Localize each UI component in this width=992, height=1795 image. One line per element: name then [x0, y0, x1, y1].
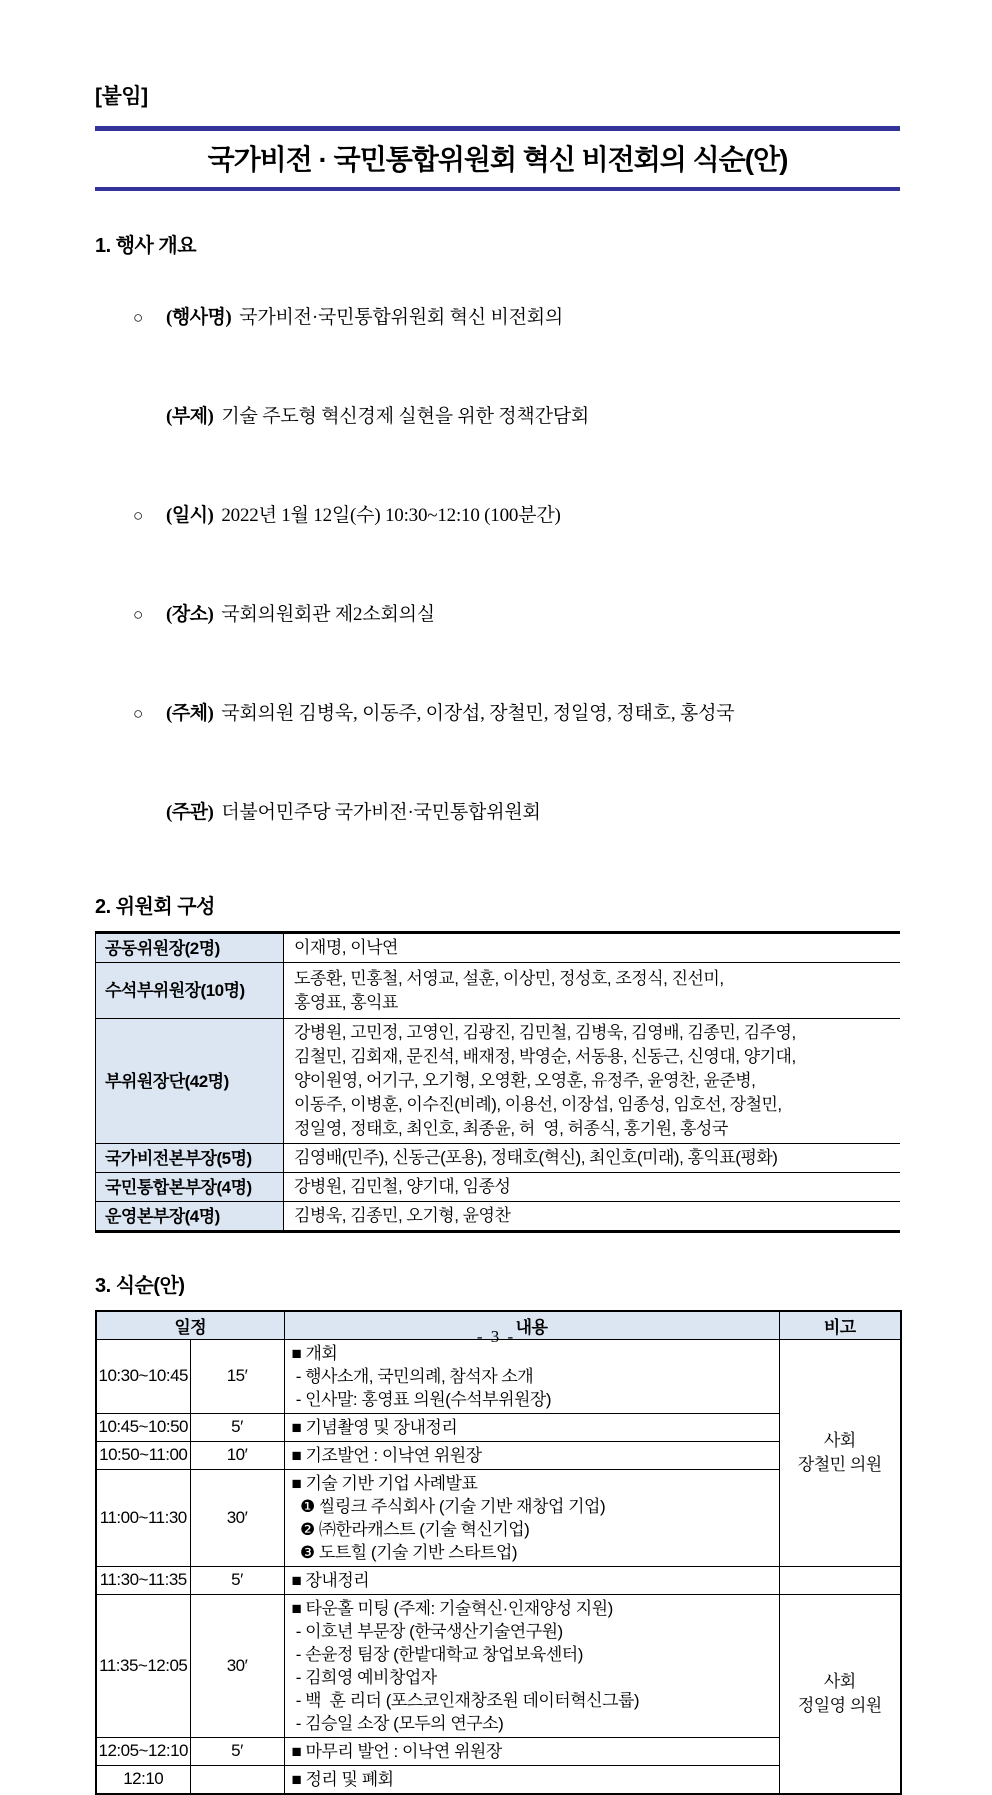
circle-bullet: ○ [133, 704, 144, 723]
time-cell: 11:35~12:05 [96, 1594, 190, 1737]
agenda-row [96, 1594, 901, 1737]
row-label: 국민통합본부장(4명) [96, 1173, 284, 1202]
duration-cell: 30′ [190, 1594, 284, 1737]
list-item-datetime [95, 466, 900, 565]
remark-cell-empty [779, 1566, 901, 1594]
page-title: 국가비전 · 국민통합위원회 혁신 비전회의 식순(안) [207, 144, 788, 175]
content-cell: ■ 기조발언 : 이낙연 위원장 [284, 1441, 779, 1469]
list-item-organizer [95, 763, 900, 862]
item-label: (행사명) [166, 307, 232, 328]
agenda-row [96, 1339, 901, 1413]
event-overview-list [95, 268, 900, 862]
duration-cell: 5′ [190, 1413, 284, 1441]
row-value: 이재명, 이낙연 [294, 938, 398, 957]
content-cell: ■ 개회 - 행사소개, 국민의례, 참석자 소개 - 인사말: 홍영표 의원(수석부위원장) [284, 1339, 779, 1413]
row-value: 강병원, 김민철, 양기대, 임종성 [284, 1173, 901, 1202]
section2-heading: 2. 위원회 구성 [95, 896, 215, 918]
row-value: 강병원, 고민정, 고영인, 김광진, 김민철, 김병욱, 김영배, 김종민, 김주영, 김철민, 김회재, 문진석, 배재정, 박영순, 서동용, 신동근, 신영대, 양기대, 양이원영, 어기구, 오기형, 오영환, 오영훈, 유정주, 윤영찬, 윤준병, 이동주, 이병훈, 이수진(비례), 이용선, 이장섭, 임종성, 임호선, 장철민, 정일영, 정태호, 최인호, 최종윤, 허 영, 허종식, 홍기원, 홍성국 [284, 1019, 901, 1144]
list-item-venue [95, 565, 900, 664]
content-cell: ■ 마무리 발언 : 이낙연 위원장 [284, 1737, 779, 1765]
remark-cell: 사회 정일영 의원 [779, 1594, 901, 1794]
duration-cell: 5′ [190, 1566, 284, 1594]
agenda-row [96, 1566, 901, 1594]
table-row [96, 1144, 901, 1173]
list-item-subtitle [95, 367, 900, 466]
committee-table [95, 931, 900, 1233]
item-text: 국가비전·국민통합위원회 혁신 비전회의 [239, 307, 564, 328]
list-item-hosts [95, 664, 900, 763]
table-row [96, 1019, 901, 1144]
duration-cell: 15′ [190, 1339, 284, 1413]
item-label: (장소) [166, 604, 214, 625]
page-number: - 3 - [476, 1327, 516, 1346]
time-cell: 10:50~11:00 [96, 1441, 190, 1469]
row-value: 김병욱, 김종민, 오기형, 윤영찬 [284, 1202, 901, 1232]
title-block [95, 126, 900, 191]
duration-cell [190, 1765, 284, 1794]
document-content [95, 0, 900, 1795]
content-cell: ■ 기술 기반 기업 사례발표 ❶ 씰링크 주식회사 (기술 기반 재창업 기업) ❷ ㈜한라캐스트 (기술 혁신기업) ❸ 도트힐 (기술 기반 스타트업) [284, 1469, 779, 1566]
table-row [96, 963, 901, 1019]
item-text: 국회의원회관 제2소회의실 [221, 604, 435, 625]
table-row [96, 1202, 901, 1232]
item-text: 국회의원 김병욱, 이동주, 이장섭, 장철민, 정일영, 정태호, 홍성국 [221, 703, 735, 724]
item-label: (부제) [166, 406, 214, 427]
time-cell: 11:30~11:35 [96, 1566, 190, 1594]
item-label: (주체) [166, 703, 214, 724]
header-remark: 비고 [779, 1311, 901, 1339]
circle-bullet: ○ [133, 506, 144, 525]
item-text: 더불어민주당 국가비전·국민통합위원회 [221, 802, 541, 823]
time-cell: 12:10 [96, 1765, 190, 1794]
header-content: 내용 [284, 1311, 779, 1339]
item-label: (일시) [166, 505, 214, 526]
item-text: 기술 주도형 혁신경제 실현을 위한 정책간담회 [221, 406, 590, 427]
item-label: (주관) [166, 802, 214, 823]
row-label: 국가비전본부장(5명) [96, 1144, 284, 1173]
agenda-table [95, 1310, 902, 1795]
content-cell: ■ 장내정리 [284, 1566, 779, 1594]
content-cell: ■ 기념촬영 및 장내정리 [284, 1413, 779, 1441]
time-cell: 10:30~10:45 [96, 1339, 190, 1413]
attachment-label: [붙임] [95, 85, 148, 108]
row-value: 김영배(민주), 신동근(포용), 정태호(혁신), 최인호(미래), 홍익표(평화) [284, 1144, 901, 1173]
table-row [96, 1173, 901, 1202]
time-cell: 11:00~11:30 [96, 1469, 190, 1566]
content-cell: ■ 타운홀 미팅 (주제: 기술혁신·인재양성 지원) - 이호년 부문장 (한국생산기술연구원) - 손윤정 팀장 (한밭대학교 창업보육센터) - 김희영 예비창업자 - 백 훈 리더 (포스코인재창조원 데이터혁신그룹) - 김승일 소장 (모두의 연구소) [284, 1594, 779, 1737]
duration-cell: 10′ [190, 1441, 284, 1469]
remark-cell: 사회 장철민 의원 [779, 1339, 901, 1566]
duration-cell: 5′ [190, 1737, 284, 1765]
row-label: 운영본부장(4명) [96, 1202, 284, 1232]
circle-bullet: ○ [133, 605, 144, 624]
circle-bullet: ○ [133, 308, 144, 327]
header-schedule: 일정 [96, 1311, 284, 1339]
time-cell: 10:45~10:50 [96, 1413, 190, 1441]
section1-heading: 1. 행사 개요 [95, 235, 197, 257]
duration-cell: 30′ [190, 1469, 284, 1566]
table-row [96, 933, 901, 963]
row-label: 공동위원장(2명) [96, 933, 284, 963]
section3-heading: 3. 식순(안) [95, 1275, 185, 1297]
time-cell: 12:05~12:10 [96, 1737, 190, 1765]
item-text: 2022년 1월 12일(수) 10:30~12:10 (100분간) [221, 505, 561, 526]
row-label: 부위원장단(42명) [96, 1019, 284, 1144]
row-value: 도종환, 민홍철, 서영교, 설훈, 이상민, 정성호, 조정식, 진선미, 홍영표, 홍익표 [284, 963, 901, 1019]
row-label: 수석부위원장(10명) [96, 963, 284, 1019]
content-cell: ■ 정리 및 폐회 [284, 1765, 779, 1794]
list-item-event-name [95, 268, 900, 367]
